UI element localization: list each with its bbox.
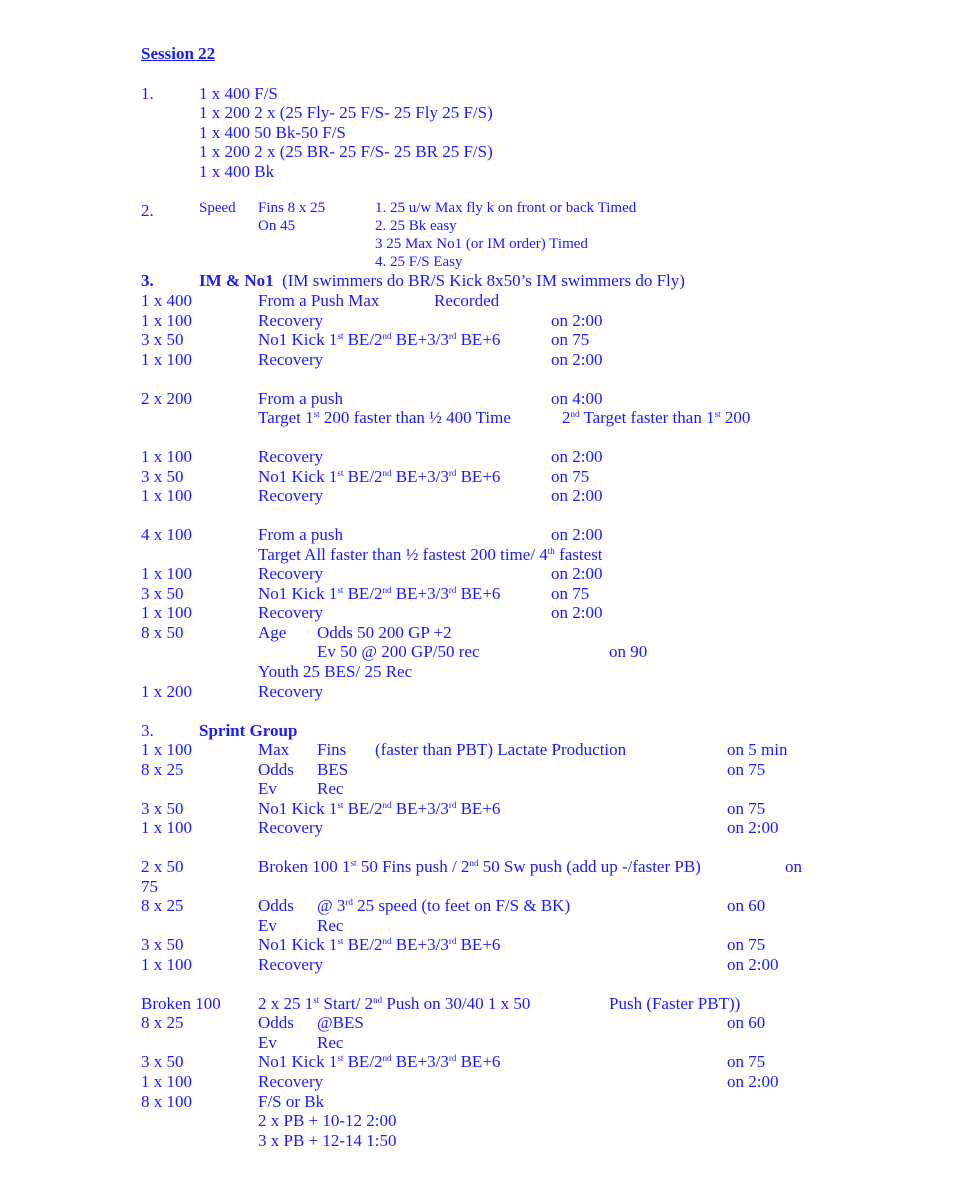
set-desc: Fins — [317, 740, 347, 759]
set-reps: 3 x 50 — [141, 467, 184, 486]
set-interval: on 75 — [727, 1052, 766, 1071]
kick-desc: No1 Kick 1st BE/2nd BE+3/3rd BE+6 — [258, 330, 501, 349]
section-3-heading: IM & No1 — [199, 271, 274, 290]
set-desc: Ev — [258, 916, 277, 935]
set-interval: on 75 — [727, 799, 766, 818]
set-desc: @BES — [317, 1013, 364, 1032]
fins-label: Fins 8 x 25 — [258, 200, 326, 216]
set-interval: on 2:00 — [551, 486, 603, 505]
set-interval: on 75 — [551, 584, 590, 603]
pb-line: 3 x PB + 12-14 1:50 — [258, 1131, 397, 1150]
set-desc: Rec — [317, 1033, 344, 1052]
set-desc: Recovery — [258, 818, 324, 837]
set-interval: on 2:00 — [727, 955, 779, 974]
set-interval: on 2:00 — [551, 525, 603, 544]
odds-line: Odds 50 200 GP +2 — [317, 623, 452, 642]
set-desc: Max — [258, 740, 290, 759]
target-1: Target 1st 200 faster than ½ 400 Time — [258, 408, 511, 427]
set-reps: 3 x 50 — [141, 330, 184, 349]
set-reps: 1 x 100 — [141, 1072, 192, 1091]
set-desc: Recovery — [258, 311, 324, 330]
set-interval: on 75 — [551, 330, 590, 349]
set-reps: 1 x 100 — [141, 311, 192, 330]
set-desc: Recovery — [258, 350, 324, 369]
section-2-number: 2. — [141, 201, 154, 220]
set-desc: Ev — [258, 1033, 277, 1052]
section-3-heading-line — [199, 272, 685, 289]
set-note: Recorded — [434, 291, 500, 310]
set-desc: Odds — [258, 896, 294, 915]
section-1-number: 1. — [141, 84, 154, 103]
set-desc: Recovery — [258, 1072, 324, 1091]
set-note: Push (Faster PBT)) — [609, 994, 741, 1013]
set-reps: 1 x 100 — [141, 447, 192, 466]
page-title: Session 22 — [141, 44, 216, 63]
kick-desc: No1 Kick 1st BE/2nd BE+3/3rd BE+6 — [258, 799, 501, 818]
set-reps: 1 x 100 — [141, 818, 192, 837]
kick-desc: No1 Kick 1st BE/2nd BE+3/3rd BE+6 — [258, 584, 501, 603]
set-desc: From a push — [258, 525, 343, 544]
set-interval: on 2:00 — [727, 1072, 779, 1091]
set-desc: Ev — [258, 779, 277, 798]
kick-desc: No1 Kick 1st BE/2nd BE+3/3rd BE+6 — [258, 467, 501, 486]
set-reps: 8 x 25 — [141, 896, 184, 915]
kick-desc: No1 Kick 1st BE/2nd BE+3/3rd BE+6 — [258, 935, 501, 954]
set-interval: on 5 min — [727, 740, 788, 759]
set-interval: on 60 — [727, 1013, 766, 1032]
set-reps: 1 x 100 — [141, 955, 192, 974]
set-desc: Recovery — [258, 564, 324, 583]
set-interval: on — [785, 857, 802, 876]
set-reps: 8 x 25 — [141, 760, 184, 779]
target-2: 2nd Target faster than 1st 200 — [562, 408, 751, 427]
set-desc: Recovery — [258, 682, 324, 701]
section-3-note: (IM swimmers do BR/S Kick 8x50’s IM swimmers do Fly) — [282, 271, 685, 290]
speed-item: 2. 25 Bk easy — [375, 218, 457, 234]
sprint-heading: Sprint Group — [199, 721, 298, 740]
set-interval: on 75 — [727, 935, 766, 954]
set-reps: 1 x 100 — [141, 486, 192, 505]
set-note: (faster than PBT) Lactate Production — [375, 740, 627, 759]
set-interval: on 2:00 — [727, 818, 779, 837]
section-1-line: 1 x 400 50 Bk-50 F/S — [199, 123, 346, 142]
set-reps: 3 x 50 — [141, 799, 184, 818]
set-desc: Recovery — [258, 486, 324, 505]
set-reps: 3 x 50 — [141, 1052, 184, 1071]
set-reps: 1 x 100 — [141, 564, 192, 583]
set-desc: Odds — [258, 1013, 294, 1032]
set-interval: on 2:00 — [551, 311, 603, 330]
on45-label: On 45 — [258, 218, 296, 234]
kick-desc: No1 Kick 1st BE/2nd BE+3/3rd BE+6 — [258, 1052, 501, 1071]
set-desc: Recovery — [258, 447, 324, 466]
set-reps: 3 x 50 — [141, 935, 184, 954]
set-desc: Recovery — [258, 955, 324, 974]
ev-line: Ev 50 @ 200 GP/50 rec — [317, 642, 480, 661]
youth-line: Youth 25 BES/ 25 Rec — [258, 662, 413, 681]
set-desc: Rec — [317, 779, 344, 798]
age-label: Age — [258, 623, 287, 642]
target-3: Target All faster than ½ fastest 200 time/ 4th fastest — [258, 545, 603, 564]
sprint-number: 3. — [141, 721, 154, 740]
set-reps: 8 x 100 — [141, 1092, 192, 1111]
set-reps: 3 x 50 — [141, 584, 184, 603]
set-interval: on 75 — [551, 467, 590, 486]
set-desc: From a push — [258, 389, 343, 408]
section-1-line: 1 x 400 F/S — [199, 84, 278, 103]
set-interval: on 60 — [727, 896, 766, 915]
set-interval: on 2:00 — [551, 447, 603, 466]
section-1-line: 1 x 200 2 x (25 Fly- 25 F/S- 25 Fly 25 F/S) — [199, 103, 493, 122]
broken-desc: Broken 100 1st 50 Fins push / 2nd 50 Sw push (add up -/faster PB) — [258, 857, 701, 876]
set-desc: F/S or Bk — [258, 1092, 325, 1111]
set-interval: on 2:00 — [551, 603, 603, 622]
set-reps: 4 x 100 — [141, 525, 192, 544]
set-desc: Odds — [258, 760, 294, 779]
speed3-desc: @ 3rd 25 speed (to feet on F/S & BK) — [317, 896, 571, 915]
set-reps: 1 x 100 — [141, 740, 192, 759]
speed-label: Speed — [199, 200, 236, 216]
set-desc: BES — [317, 760, 349, 779]
set-reps: 1 x 100 — [141, 350, 192, 369]
set-reps: 1 x 200 — [141, 682, 192, 701]
set-reps: Broken 100 — [141, 994, 221, 1013]
set-interval: on 2:00 — [551, 564, 603, 583]
set-desc: Recovery — [258, 603, 324, 622]
set-interval: on 2:00 — [551, 350, 603, 369]
set-reps: 8 x 50 — [141, 623, 184, 642]
section-1-line: 1 x 200 2 x (25 BR- 25 F/S- 25 BR 25 F/S) — [199, 142, 493, 161]
speed-item: 3 25 Max No1 (or IM order) Timed — [375, 236, 588, 252]
section-1-line: 1 x 400 Bk — [199, 162, 275, 181]
set-interval: on 4:00 — [551, 389, 603, 408]
set-reps: 8 x 25 — [141, 1013, 184, 1032]
set-interval: 75 — [141, 877, 158, 896]
pb-line: 2 x PB + 10-12 2:00 — [258, 1111, 397, 1130]
set-reps: 2 x 200 — [141, 389, 192, 408]
start-desc: 2 x 25 1st Start/ 2nd Push on 30/40 1 x 50 — [258, 994, 531, 1013]
set-interval: on 75 — [727, 760, 766, 779]
speed-item: 4. 25 F/S Easy — [375, 254, 463, 270]
section-3-number: 3. — [141, 271, 154, 290]
speed-item: 1. 25 u/w Max fly k on front or back Timed — [375, 200, 637, 216]
set-desc: From a Push Max — [258, 291, 380, 310]
set-reps: 2 x 50 — [141, 857, 184, 876]
set-reps: 1 x 100 — [141, 603, 192, 622]
set-desc: Rec — [317, 916, 344, 935]
set-reps: 1 x 400 — [141, 291, 192, 310]
set-interval: on 90 — [609, 642, 648, 661]
